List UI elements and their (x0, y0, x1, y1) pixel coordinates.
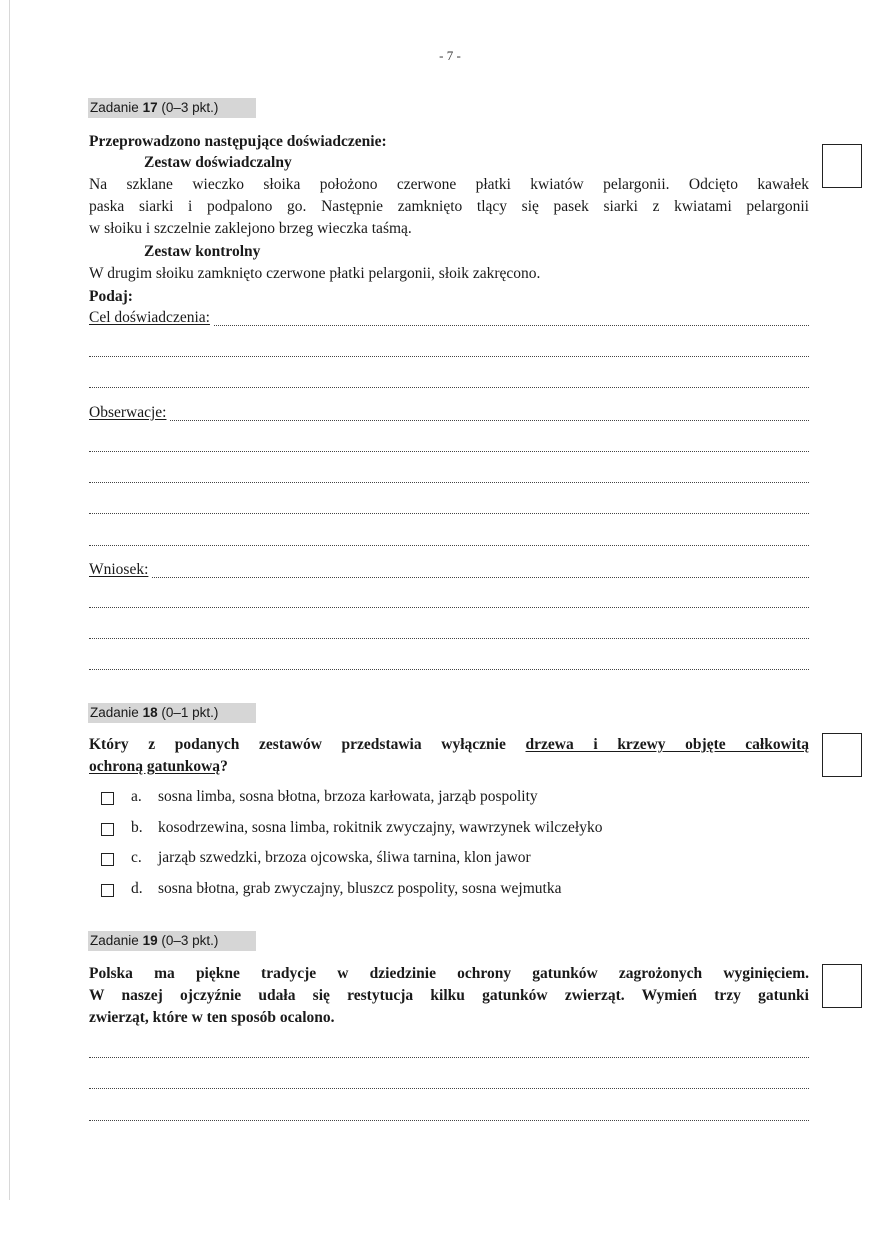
obs-label: Obserwacje: (89, 404, 170, 422)
task18-question-start: Który z podanych zestawów przedstawia wyłącznie (89, 736, 526, 753)
task17-exp-line2: paska siarki i podpalono go. Następnie zamknięto tlący się pasek siarki z kwiatami pelargonii (89, 198, 809, 215)
task18-question-line1 (89, 734, 809, 756)
task19-line3: zwierząt, które w ten sposób ocalono. (89, 1009, 335, 1026)
task17-intro: Przeprowadzono następujące doświadczenie: (89, 133, 387, 150)
answer-line-obs-2[interactable] (89, 451, 809, 452)
answer-line-obs-4[interactable] (89, 513, 809, 514)
task17-header-label: Zadanie (90, 100, 139, 115)
option-b-letter: b. (131, 819, 143, 836)
task18-header-points: (0–1 pkt.) (161, 705, 219, 720)
option-a-text: sosna limba, sosna błotna, brzoza karłowata, jarząb pospolity (158, 788, 538, 805)
option-a-checkbox[interactable] (101, 792, 114, 805)
task18-question-line2 (89, 756, 228, 778)
task19-score-box[interactable] (822, 964, 862, 1008)
option-a-letter: a. (131, 788, 142, 805)
task18-header (88, 703, 256, 723)
answer-line-wniosek-1[interactable] (89, 577, 809, 578)
answer-line-task19-2[interactable] (89, 1088, 809, 1089)
option-c-text: jarząb szwedzki, brzoza ojcowska, śliwa tarnina, klon jawor (158, 849, 531, 866)
task19-header-number: 19 (142, 933, 158, 948)
option-d-text: sosna błotna, grab zwyczajny, bluszcz pospolity, sosna wejmutka (158, 880, 562, 897)
task18-question-underlined-1: drzewa i krzewy objęte całkowitą (525, 736, 809, 753)
answer-line-wniosek-4[interactable] (89, 669, 809, 670)
task17-exp-line1: Na szklane wieczko słoika położono czerwone płatki kwiatów pelargonii. Odcięto kawałek (89, 176, 809, 193)
page-number: - 7 - (439, 48, 461, 63)
task17-score-box[interactable] (822, 144, 862, 188)
answer-line-obs-3[interactable] (89, 482, 809, 483)
answer-line-wniosek-2[interactable] (89, 607, 809, 608)
page-edge (9, 0, 10, 1200)
answer-line-cel-3[interactable] (89, 387, 809, 388)
task17-exp-title: Zestaw doświadczalny (144, 154, 292, 171)
task18-question-underlined-2: ochroną gatunkową (89, 758, 221, 775)
task17-header-number: 17 (142, 100, 158, 115)
task19-header (88, 931, 256, 951)
task19-header-label: Zadanie (90, 933, 139, 948)
option-d-letter: d. (131, 880, 143, 897)
wniosek-label: Wniosek: (89, 561, 152, 579)
task19-header-points: (0–3 pkt.) (161, 933, 219, 948)
option-b-checkbox[interactable] (101, 823, 114, 836)
answer-line-cel-2[interactable] (89, 356, 809, 357)
answer-line-obs-5[interactable] (89, 545, 809, 546)
task19-line1: Polska ma piękne tradycje w dziedzinie ochrony gatunków zagrożonych wyginięciem. (89, 965, 809, 982)
answer-line-wniosek-3[interactable] (89, 638, 809, 639)
answer-line-task19-3[interactable] (89, 1120, 809, 1121)
task17-header (88, 98, 256, 118)
option-b-text: kosodrzewina, sosna limba, rokitnik zwyczajny, wawrzynek wilczełyko (158, 819, 603, 836)
task18-header-number: 18 (142, 705, 158, 720)
task18-question-end: ? (220, 758, 228, 775)
option-c-checkbox[interactable] (101, 853, 114, 866)
task17-control-title: Zestaw kontrolny (144, 243, 261, 260)
task17-exp-line3: w słoiku i szczelnie zaklejono brzeg wieczka taśmą. (89, 220, 412, 237)
task17-podaj: Podaj: (89, 288, 133, 305)
option-c[interactable] (131, 849, 531, 867)
task18-header-label: Zadanie (90, 705, 139, 720)
task18-score-box[interactable] (822, 733, 862, 777)
task19-line2: W naszej ojczyźnie udała się restytucja kilku gatunków zwierząt. Wymień trzy gatunki (89, 987, 809, 1004)
answer-line-task19-1[interactable] (89, 1057, 809, 1058)
task17-control-text: W drugim słoiku zamknięto czerwone płatki pelargonii, słoik zakręcono. (89, 265, 541, 282)
option-b[interactable] (131, 819, 602, 837)
option-d[interactable] (131, 880, 561, 898)
option-d-checkbox[interactable] (101, 884, 114, 897)
cel-label: Cel doświadczenia: (89, 309, 214, 327)
task17-header-points: (0–3 pkt.) (161, 100, 219, 115)
option-a[interactable] (131, 788, 538, 806)
answer-line-obs-1[interactable] (89, 420, 809, 421)
option-c-letter: c. (131, 849, 142, 866)
